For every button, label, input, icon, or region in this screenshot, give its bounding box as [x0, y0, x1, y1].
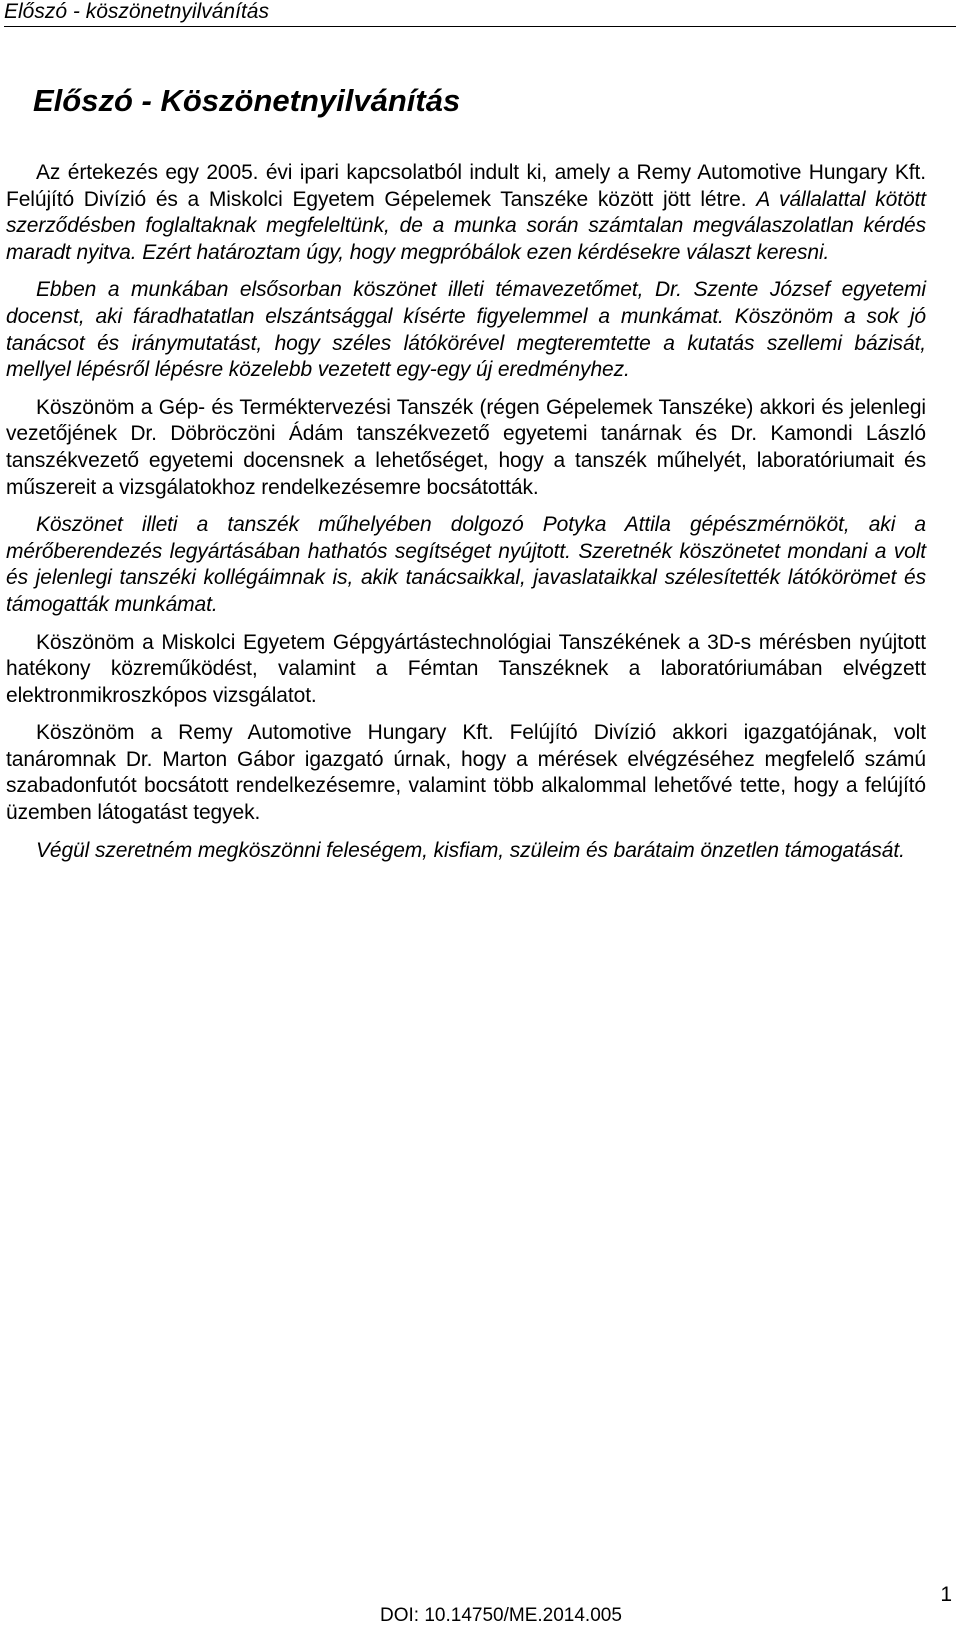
running-header — [4, 0, 956, 27]
paragraph-measurement-text: Köszönöm a Miskolci Egyetem Gépgyártástechnológiai Tanszékének a 3D-s mérésben nyújtott hatékony közreműködést, valamint a Fémtan Tanszéknek a laboratóriumában elvégzett elektronmikroszkópos vizsgálatot. — [6, 630, 926, 707]
page-title: Előszó - Köszönetnyilvánítás — [33, 83, 461, 118]
paragraph-intro — [6, 160, 926, 266]
paragraph-measurement — [6, 630, 926, 710]
body-text — [6, 160, 926, 875]
paragraph-workshop — [6, 512, 926, 618]
paragraph-family-text: Végül szeretném megköszönni feleségem, kisfiam, szüleim és barátaim önzetlen támogatását. — [36, 838, 905, 862]
paragraph-family — [6, 838, 926, 865]
running-header-title: Előszó - köszönetnyilvánítás — [4, 0, 269, 23]
paragraph-department-text: Köszönöm a Gép- és Terméktervezési Tanszék (régen Gépelemek Tanszéke) akkori és jelenlegi vezetőjének Dr. Döbröczöni Ádám tanszékvezető egyetemi tanárnak és Dr. Kamondi László tanszékvezető egyetemi docensnek a lehetőséget, hogy a tanszék műhelyét, laboratóriumait és műszereit a vizsgálatokhoz rendelkezésemre bocsátották. — [6, 395, 926, 499]
paragraph-company — [6, 720, 926, 826]
doi-footer: DOI: 10.14750/ME.2014.005 — [380, 1605, 622, 1626]
page-number: 1 — [940, 1583, 952, 1606]
paragraph-supervisor-text: Ebben a munkában elsősorban köszönet illeti témavezetőmet, Dr. Szente József egyetemi docenst, aki fáradhatatlan elszántsággal kísérte figyelemmel a munkámat. Köszönöm a sok jó tanácsot és iránymutatást, hogy széles látókörével megteremtette a kutatás szellemi bázisát, mellyel lépésről lépésre közelebb vezetett egy-egy új eredményhez. — [6, 278, 926, 382]
paragraph-company-text: Köszönöm a Remy Automotive Hungary Kft. Felújító Divízió akkori igazgatójának, volt tanáromnak Dr. Marton Gábor igazgató úrnak, hogy a mérések elvégzéséhez megfelelő számú szabadonfutót bocsátott rendelkezésemre, valamint több alkalommal lehetővé tette, hogy a felújító üzemben látogatást tegyek. — [6, 721, 926, 825]
paragraph-workshop-text: Köszönet illeti a tanszék műhelyében dolgozó Potyka Attila gépészmérnököt, aki a mérőberendezés legyártásában hathatós segítséget nyújtott. Szeretnék köszönetet mondani a volt és jelenlegi tanszéki kollégáimnak is, akik tanácsaikkal, javaslataikkal szélesítették látókörömet és támogatták munkámat. — [6, 513, 926, 616]
paragraph-intro-part-1: Az értekezés egy 2005. évi ipari kapcsolatból indult ki, amely a Remy Automotive Hungary Kft. Felújító Divízió és a Miskolci Egyetem Gépelemek Tanszéke között jött létre. — [6, 161, 926, 211]
paragraph-intro-part-2: A vállalattal kötött szerződésben foglaltaknak megfeleltünk, de a munka során számtalan megválaszolatlan kérdés maradt nyitva. Ezért határoztam úgy, hogy megpróbálok ezen kérdésekre választ keresni. — [6, 187, 926, 264]
paragraph-supervisor — [6, 277, 926, 383]
paragraph-department — [6, 395, 926, 501]
